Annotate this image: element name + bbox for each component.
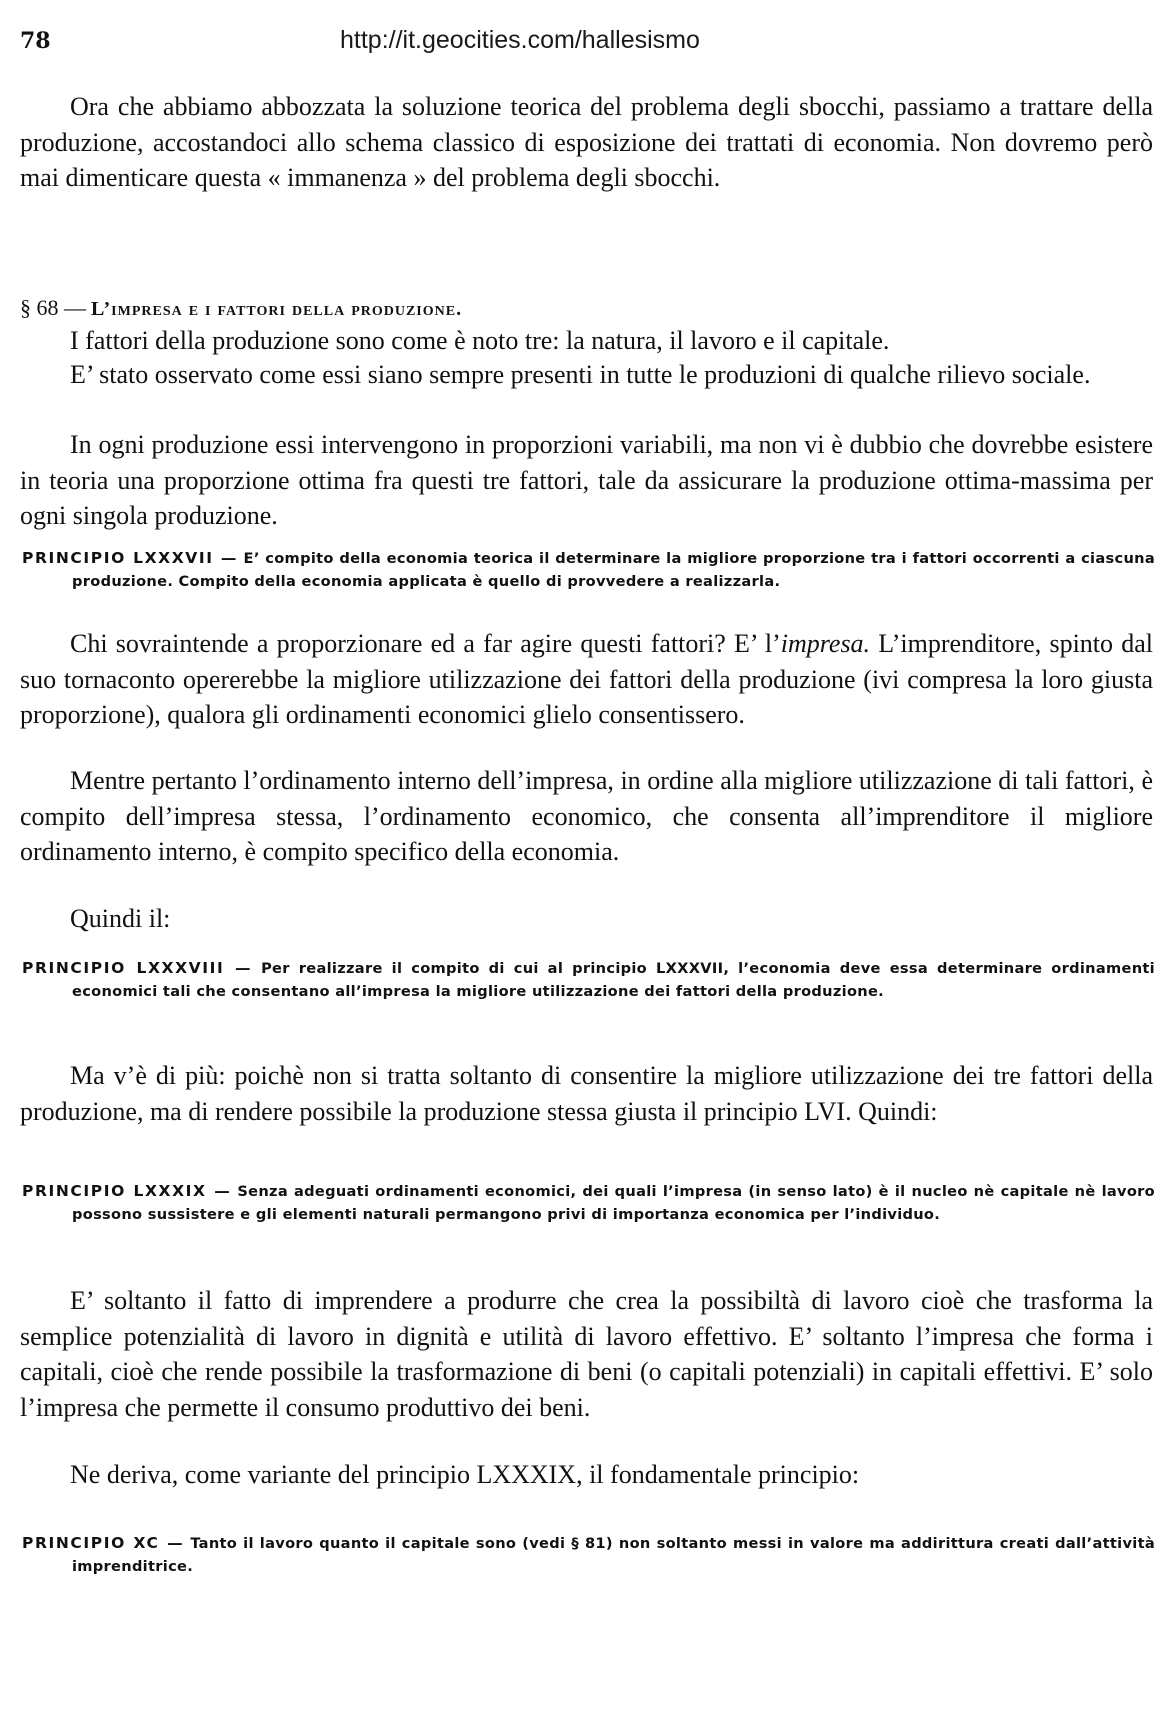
page-header bbox=[20, 24, 1150, 64]
section-title: L’impresa e i fattori della produzione. bbox=[91, 298, 463, 320]
principle-lxxxviii bbox=[22, 957, 1155, 1003]
principle-xc bbox=[22, 1532, 1155, 1578]
principle-name: PRINCIPIO XC — bbox=[22, 1534, 185, 1552]
header-url: http://it.geocities.com/hallesismo bbox=[340, 26, 700, 54]
paragraph-factors: I fattori della produzione sono come è noto tre: la natura, il lavoro e il capitale. bbox=[70, 326, 890, 355]
principle-name: PRINCIPIO LXXXVIII — bbox=[22, 959, 253, 977]
principle-text: E’ compito della economia teorica il determinare la migliore proporzione tra i fattori occorrenti a ciascuna produzione. Compito della economia applicata è quello di provvedere a realizzarla. bbox=[72, 550, 1155, 590]
paragraph-ordinamento: Mentre pertanto l’ordinamento interno dell’impresa, in ordine alla migliore utilizzazione di tali fattori, è compito dell’impresa stessa, l’ordinamento economico, che consenta all’imprenditore il migliore ordinamento interno, è compito specifico della economia. bbox=[20, 766, 1153, 866]
section-number: § 68 — bbox=[20, 295, 86, 320]
impresa-text-after: L’imprenditore, spinto dal suo tornaconto opererebbe la migliore utilizzazione dei fattori della produzione (ivi compresa la loro giusta proporzione), qualora gli ordinamenti economici glielo consentissero. bbox=[20, 629, 1153, 729]
paragraph-proportions: In ogni produzione essi intervengono in proporzioni variabili, ma non vi è dubbio che dovrebbe esistere in teoria una proporzione ottima fra questi tre fattori, tale da assicurare la produzione ottima-massima per ogni singola produzione. bbox=[20, 430, 1153, 530]
paragraph-impresa bbox=[20, 626, 1153, 733]
page-number: 78 bbox=[20, 28, 51, 54]
principle-name: PRINCIPIO LXXXIX — bbox=[22, 1182, 232, 1200]
principle-text: Per realizzare il compito di cui al principio LXXXVII, l’economia deve essa determinare ordinamenti economici tali che consentano all’impresa la migliore utilizzazione dei fattori della produzione. bbox=[72, 960, 1155, 1000]
paragraph-imprendere: E’ soltanto il fatto di imprendere a produrre che crea la possibiltà di lavoro cioè che trasforma la semplice potenzialità di lavoro in dignità e utilità di lavoro effettivo. E’ soltanto l’impresa che forma i capitali, cioè che rende possibile la trasformazione di beni (o capitali potenziali) in capitali effettivi. E’ solo l’impresa che permette il consumo produttivo dei beni. bbox=[20, 1286, 1153, 1422]
paragraph-ma-di-piu: Ma v’è di più: poichè non si tratta soltanto di consentire la migliore utilizzazione dei tre fattori della produzione, ma di rendere possibile la produzione stessa giusta il principio LVI. Quindi: bbox=[20, 1061, 1153, 1126]
paragraph-observed: E’ stato osservato come essi siano sempre presenti in tutte le produzioni di qualche rilievo sociale. bbox=[70, 360, 1091, 389]
paragraph-ne-deriva: Ne deriva, come variante del principio LXXXIX, il fondamentale principio: bbox=[70, 1460, 860, 1489]
principle-text: Tanto il lavoro quanto il capitale sono (vedi § 81) non soltanto messi in valore ma addirittura creati dall’attività imprenditrice. bbox=[72, 1535, 1155, 1575]
principle-name: PRINCIPIO LXXXVII — bbox=[22, 549, 238, 567]
section-heading bbox=[20, 294, 1153, 323]
principle-text: Senza adeguati ordinamenti economici, dei quali l’impresa (in senso lato) è il nucleo nè capitale nè lavoro possono sussistere e gli elementi naturali permangono privi di importanza economica per l’individuo. bbox=[72, 1183, 1155, 1223]
principle-lxxxix bbox=[22, 1180, 1155, 1226]
paragraph-quindi: Quindi il: bbox=[70, 904, 171, 933]
principle-lxxxvii bbox=[22, 547, 1155, 593]
impresa-text-before: Chi sovraintende a proporzionare ed a far agire questi fattori? E’ l’ bbox=[70, 629, 781, 658]
paragraph-intro: Ora che abbiamo abbozzata la soluzione teorica del problema degli sbocchi, passiamo a trattare della produzione, accostandoci allo schema classico di esposizione dei trattati di economia. Non dovremo però mai dimenticare questa « immanenza » del problema degli sbocchi. bbox=[20, 92, 1153, 192]
impresa-emphasis: impresa. bbox=[780, 629, 871, 658]
